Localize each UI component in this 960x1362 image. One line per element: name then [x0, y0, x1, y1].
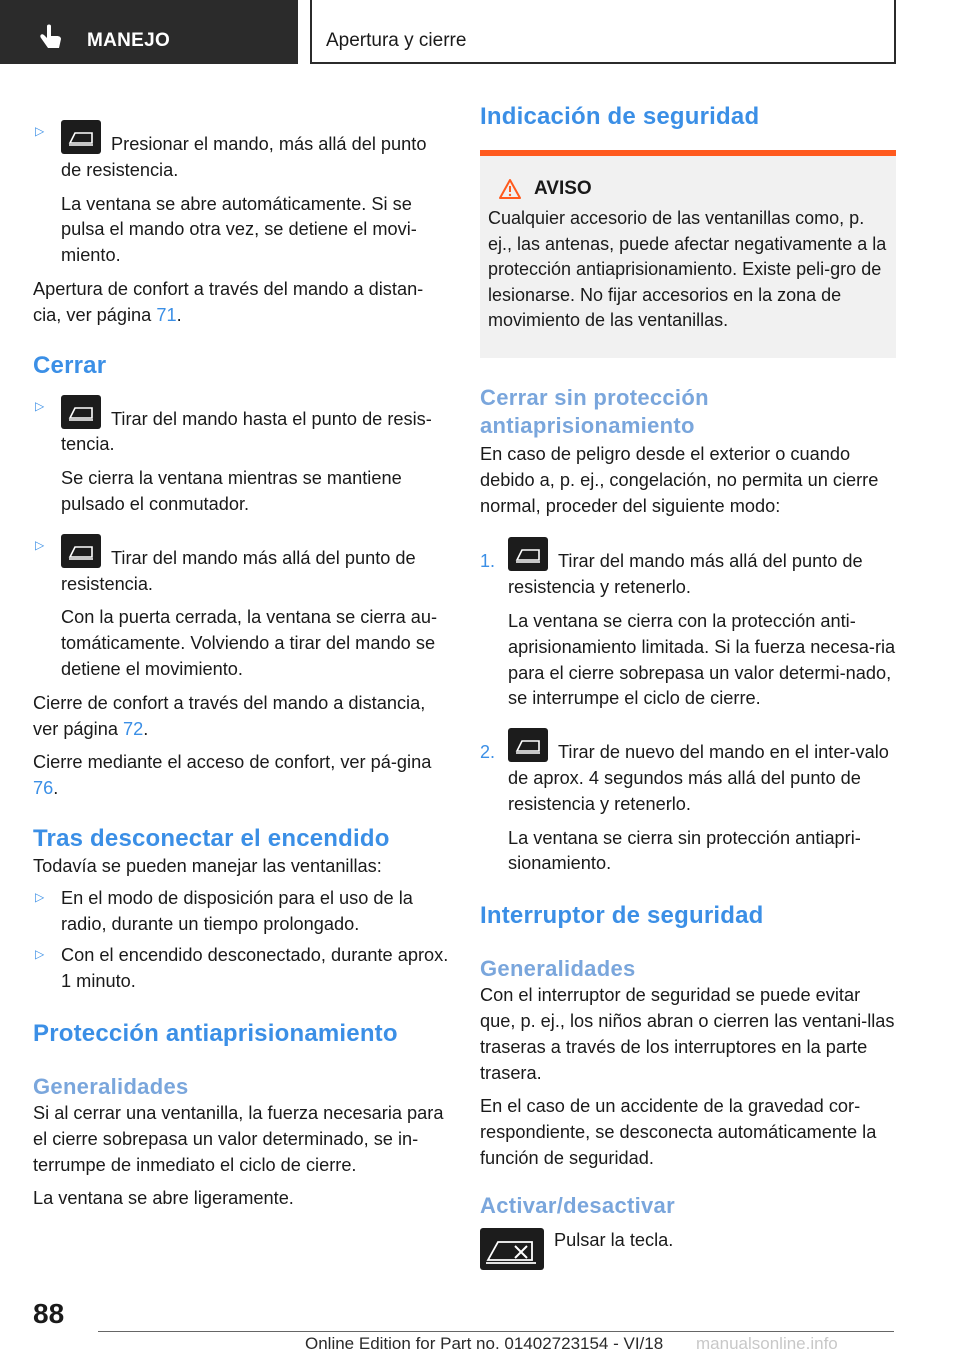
step-item: [480, 537, 896, 712]
right-column: [480, 100, 896, 1270]
step-number: 1.: [480, 551, 496, 572]
section-tab: [0, 0, 298, 64]
chapter-title: Apertura y cierre: [326, 30, 467, 51]
paragraph: La ventana se abre ligeramente.: [33, 1188, 294, 1209]
warning-text: Cualquier accesorio de las ventanillas como, p. ej., las antenas, puede afectar negativamente a la protección antiaprisionamiento. Existe peli-gro de lesionarse. No fijar accesorios en la zona de movimiento de las ventanillas.: [488, 208, 887, 331]
list-item-subtext: La ventana se abre automáticamente. Si se pulsa el mando otra vez, se detiene el movi-miento.: [61, 193, 417, 266]
warning-triangle-icon: [498, 178, 522, 200]
window-switch-icon: [508, 728, 548, 762]
chapter-header: [310, 0, 896, 64]
window-switch-icon: [61, 534, 101, 568]
triangle-bullet-icon: ▷: [35, 124, 45, 138]
list-item-text: Tirar del mando hasta el punto de resis-tencia.: [61, 408, 432, 455]
section-label: MANEJO: [87, 30, 171, 51]
window-switch-icon: [508, 537, 548, 571]
paragraph: Cierre de confort a través del mando a distancia, ver página 72.: [33, 692, 426, 739]
heading-generalidades: Generalidades: [33, 1073, 189, 1099]
paragraph: Cierre mediante el acceso de confort, ver pá-gina 76.: [33, 752, 432, 799]
paragraph: Con el interruptor de seguridad se puede evitar que, p. ej., los niños abran o cierren las ventani-llas traseras a través de los interruptores en la parte trasera.: [480, 985, 895, 1083]
footer-edition: Online Edition for Part no. 01402723154 - VI/18: [305, 1334, 664, 1353]
list-item: [33, 886, 449, 938]
warning-title: AVISO: [534, 178, 592, 199]
heading-tras-desconectar: Tras desconectar el encendido: [33, 824, 390, 852]
triangle-bullet-icon: ▷: [35, 537, 45, 552]
triangle-bullet-icon: ▷: [35, 889, 45, 904]
step-number: 2.: [480, 742, 496, 763]
list-item: [33, 395, 449, 518]
paragraph: Apertura de confort a través del mando a distan-cia, ver página 71.: [33, 278, 424, 325]
list-item-text: En el modo de disposición para el uso de la radio, durante un tiempo prolongado.: [61, 887, 413, 934]
heading-proteccion: Protección antiaprisionamiento: [33, 1019, 398, 1047]
list-item: [33, 534, 449, 683]
heading-activar: Activar/desactivar: [480, 1192, 675, 1218]
watermark: manualsonline.info: [696, 1334, 838, 1353]
warning-box: [480, 150, 896, 358]
step-item: [480, 728, 896, 877]
list-item-text: Tirar del mando más allá del punto de resistencia.: [61, 547, 416, 594]
heading-cerrar: Cerrar: [33, 351, 107, 379]
heading-generalidades: Generalidades: [480, 956, 636, 982]
step-text: Tirar de nuevo del mando en el inter-valo de aprox. 4 segundos más allá del punto de resistencia y retenerlo.: [508, 742, 889, 814]
left-column: [33, 120, 449, 1212]
list-item: [33, 943, 449, 995]
paragraph: En caso de peligro desde el exterior o cuando debido a, p. ej., congelación, no permita un cierre normal, proceder del siguiente modo:: [480, 443, 879, 516]
triangle-bullet-icon: ▷: [35, 398, 45, 413]
window-switch-icon: [61, 120, 101, 154]
step-text: Tirar del mando más allá del punto de resistencia y retenerlo.: [508, 551, 863, 598]
footer-divider: [98, 1331, 894, 1332]
list-item-subtext: Con la puerta cerrada, la ventana se cierra au-tomáticamente. Volviendo a tirar del mando se detiene el movimiento.: [61, 607, 438, 679]
page-link[interactable]: 71: [156, 304, 177, 325]
list-item-subtext: Se cierra la ventana mientras se mantiene pulsado el conmutador.: [61, 468, 402, 514]
paragraph: En el caso de un accidente de la gravedad cor-respondiente, se desconecta automáticamente la función de seguridad.: [480, 1096, 877, 1168]
step-subtext: La ventana se cierra con la protección anti-aprisionamiento limitada. Si la fuerza necesa-ria para el cierre sobrepasa un valor determi-nado, se interrumpe el ciclo de cierre.: [508, 610, 896, 709]
paragraph: Todavía se pueden manejar las ventanillas:: [33, 855, 382, 876]
list-item: [33, 120, 449, 269]
triangle-bullet-icon: ▷: [35, 947, 45, 962]
list-item-text: Presionar el mando, más allá del punto de resistencia.: [61, 134, 427, 180]
child-lock-key-icon: [480, 1228, 544, 1270]
list-item-text: Con el encendido desconectado, durante aprox. 1 minuto.: [61, 945, 449, 992]
key-instruction-text: Pulsar la tecla.: [554, 1229, 674, 1250]
window-switch-icon: [61, 395, 101, 429]
step-subtext: La ventana se cierra sin protección antiapri-sionamiento.: [508, 827, 861, 874]
page-link[interactable]: 76: [33, 778, 54, 799]
key-instruction: [480, 1228, 896, 1270]
page-number: 88: [33, 1298, 65, 1329]
paragraph: Si al cerrar una ventanilla, la fuerza necesaria para el cierre sobrepasa un valor determinado, se in-terrumpe de inmediato el ciclo de cierre.: [33, 1102, 444, 1175]
page-link[interactable]: 72: [123, 718, 144, 739]
heading-indicacion: Indicación de seguridad: [480, 103, 760, 130]
heading-interruptor: Interruptor de seguridad: [480, 902, 764, 930]
hand-pointer-icon: [38, 24, 64, 52]
heading-cerrar-sin: Cerrar sin protección antiaprisionamiento: [480, 384, 709, 438]
